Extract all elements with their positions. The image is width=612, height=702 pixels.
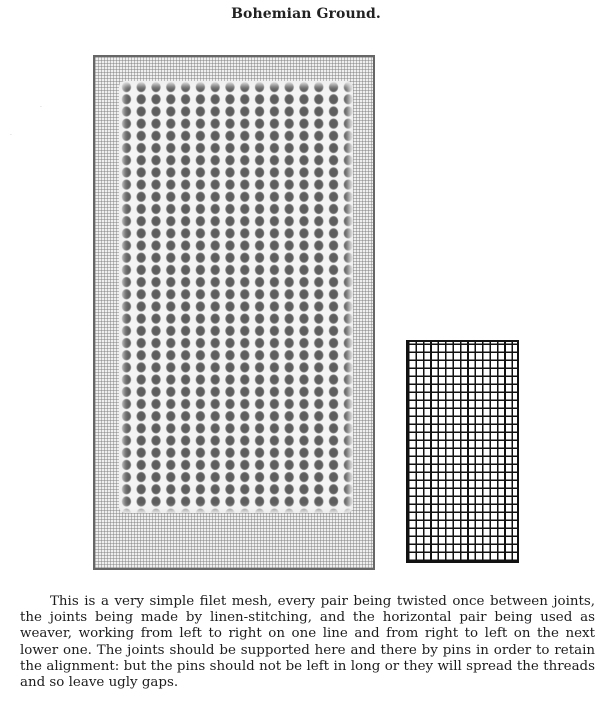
scan-speck: · xyxy=(10,132,12,139)
body-text xyxy=(20,594,595,691)
mesh-grid-diagram xyxy=(406,340,519,563)
lace-sample-photo xyxy=(93,55,375,570)
paragraph: This is a very simple filet mesh, every pair being twisted once between joints, the joints being made by linen-stitching, and the horizontal pair being used as weaver, working from left to right on one line and from right to left on the next lower one. The joints should be supported here and there by pins in order to retain the alignment: but the pins should not be left in long or they will spread the threads and so leave ugly gaps. xyxy=(20,594,595,691)
filet-mesh xyxy=(119,81,353,513)
page-title: Bohemian Ground. xyxy=(231,6,381,22)
scan-speck: · xyxy=(40,104,42,111)
